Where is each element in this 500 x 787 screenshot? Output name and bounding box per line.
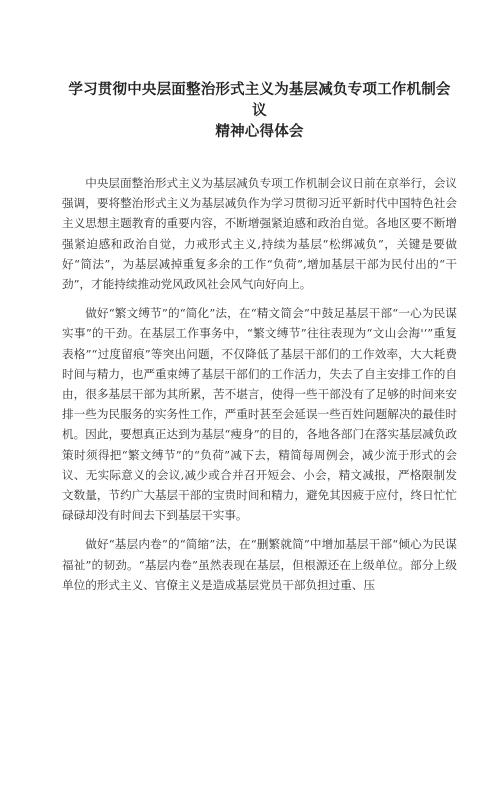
document-page [0,80,500,787]
document-title-line-1: 学习贯彻中央层面整治形式主义为基层减负专项工作机制会议 [68,82,451,119]
document-title-line-2: 精神心得体会 [215,124,304,140]
document-title [62,80,457,143]
body-paragraph-1: 中央层面整治形式主义为基层减负专项工作机制会议日前在京举行，会议强调，要将整治形式主义为基层减负作为学习贯彻习近平新时代中国特色社会主义思想主题教育的重要内容，不断增强紧迫感和政治自觉。各地区要不断增强紧迫感和政治自觉，力戒形式主义,持续为基层“松绑减负”，关键是要做好“简法”，为基层减掉重复多余的工作“负荷”,增加基层干部为民付出的“干劲”，才能持续推动党风政风社会风气向好向上。 [62,176,457,292]
body-paragraph-2: 做好“繁文缚节”的“简化”法，在“精文简会”中鼓足基层干部“一心为民谋实事”的干劲。在基层工作事务中，“繁文缚节”往往表现为“文山会海'‘”重复表格”“过度留痕”等突出问题，不仅降低了基层干部们的工作效率，大大耗费时间与精力，也严重束缚了基层干部们的工作活力，失去了自主安排工作的自由，很多基层干部为其所累，苦不堪言，使得一些干部没有了足够的时间来安排一些为民服务的实务性工作，严重时甚至会延误一些百姓问题解决的最佳时机。因此，要想真正达到为基层“瘦身”的目的，各地各部门在落实基层减负政策时须得把“繁文缚节”的“负荷”减下去，精简每周例会，减少流于形式的会议、无实际意义的会议,减少或合并召开短会、小会，精文减报，严格限制发文数量，节约广大基层干部的宝贵时间和精力，避免其因疲于应付，终日忙忙碌碌却没有时间去下到基层干实事。 [62,306,457,523]
document-body [62,173,457,595]
body-paragraph-3: 做好“基层内卷”的“简缩”法，在“删繁就简”中增加基层干部“倾心为民谋福祉”的韧劲。“基层内卷”虽然表现在基层，但根源还在上级单位。部分上级单位的形式主义、官僚主义是造成基层党员干部负担过重、压 [62,537,457,592]
